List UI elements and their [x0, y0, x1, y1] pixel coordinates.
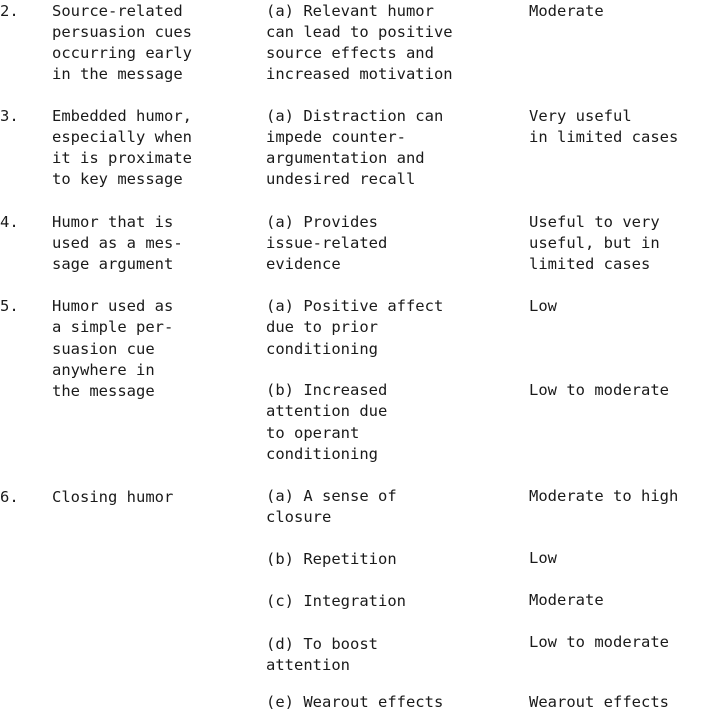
mechanism-line: issue-related: [266, 234, 388, 252]
humor-type-line: Humor that is: [52, 213, 174, 231]
mechanism-line: (d) To boost: [266, 635, 378, 653]
mechanism-line: attention due: [266, 402, 388, 420]
effectiveness-line: Moderate: [529, 2, 604, 20]
humor-type-line: to key message: [52, 170, 183, 188]
effectiveness-line: in limited cases: [529, 128, 679, 146]
humor-type-line: especially when: [52, 128, 192, 146]
humor-type-line: Source-related: [52, 2, 183, 20]
humor-type-line: persuasion cues: [52, 23, 192, 41]
mechanism-line: argumentation and: [266, 149, 425, 167]
effectiveness-line: limited cases: [529, 255, 651, 273]
humor-type-line: suasion cue: [52, 340, 155, 358]
row-number: 5.: [0, 297, 19, 315]
effectiveness-line: Low to moderate: [529, 381, 669, 399]
mechanism-line: (e) Wearout effects: [266, 693, 444, 711]
humor-type-line: Closing humor: [52, 488, 174, 506]
effectiveness-line: Very useful: [529, 107, 632, 125]
humor-type-line: in the message: [52, 65, 183, 83]
effectiveness-line: Low: [529, 549, 557, 567]
mechanism-line: undesired recall: [266, 170, 416, 188]
humor-type-line: anywhere in: [52, 361, 155, 379]
mechanism-line: can lead to positive: [266, 23, 453, 41]
humor-type-line: occurring early: [52, 44, 192, 62]
mechanism-line: (b) Increased: [266, 381, 388, 399]
mechanism-line: source effects and: [266, 44, 434, 62]
mechanism-line: increased motivation: [266, 65, 453, 83]
row-number: 4.: [0, 213, 19, 231]
humor-type-line: it is proximate: [52, 149, 192, 167]
effectiveness-line: Low: [529, 297, 557, 315]
effectiveness-line: Moderate to high: [529, 487, 679, 505]
humor-type-line: a simple per-: [52, 318, 174, 336]
row-number: 6.: [0, 488, 19, 506]
humor-type-line: used as a mes-: [52, 234, 183, 252]
mechanism-line: evidence: [266, 255, 341, 273]
mechanism-line: (a) Relevant humor: [266, 2, 434, 20]
mechanism-line: due to prior: [266, 318, 378, 336]
row-number: 2.: [0, 2, 19, 20]
humor-type-line: sage argument: [52, 255, 174, 273]
humor-type-line: the message: [52, 382, 155, 400]
mechanism-line: (c) Integration: [266, 592, 406, 610]
mechanism-line: (a) Provides: [266, 213, 378, 231]
effectiveness-line: useful, but in: [529, 234, 660, 252]
mechanism-line: (b) Repetition: [266, 550, 397, 568]
humor-type-line: Humor used as: [52, 297, 174, 315]
humor-type-line: Embedded humor,: [52, 107, 192, 125]
row-number: 3.: [0, 107, 19, 125]
mechanism-line: closure: [266, 508, 332, 526]
effectiveness-line: Low to moderate: [529, 633, 669, 651]
effectiveness-line: Wearout effects: [529, 693, 669, 711]
mechanism-line: (a) Distraction can: [266, 107, 444, 125]
mechanism-line: impede counter-: [266, 128, 406, 146]
mechanism-line: attention: [266, 656, 350, 674]
mechanism-line: to operant: [266, 424, 360, 442]
effectiveness-line: Moderate: [529, 591, 604, 609]
mechanism-line: (a) A sense of: [266, 487, 397, 505]
mechanism-line: conditioning: [266, 445, 378, 463]
mechanism-line: (a) Positive affect: [266, 297, 444, 315]
mechanism-line: conditioning: [266, 340, 378, 358]
effectiveness-line: Useful to very: [529, 213, 660, 231]
